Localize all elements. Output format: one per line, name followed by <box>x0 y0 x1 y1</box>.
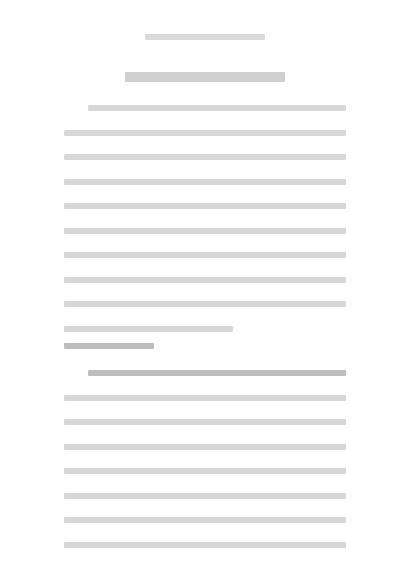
document-title <box>0 72 410 82</box>
section-heading <box>64 334 346 358</box>
header-note-placeholder <box>145 34 265 40</box>
section-heading-placeholder <box>64 334 346 358</box>
section-paragraph <box>64 361 346 571</box>
header-note <box>0 34 410 40</box>
intro-paragraph-placeholder <box>64 96 346 334</box>
document-title-placeholder <box>125 72 285 82</box>
section-paragraph-placeholder <box>64 361 346 557</box>
intro-paragraph <box>64 96 346 334</box>
